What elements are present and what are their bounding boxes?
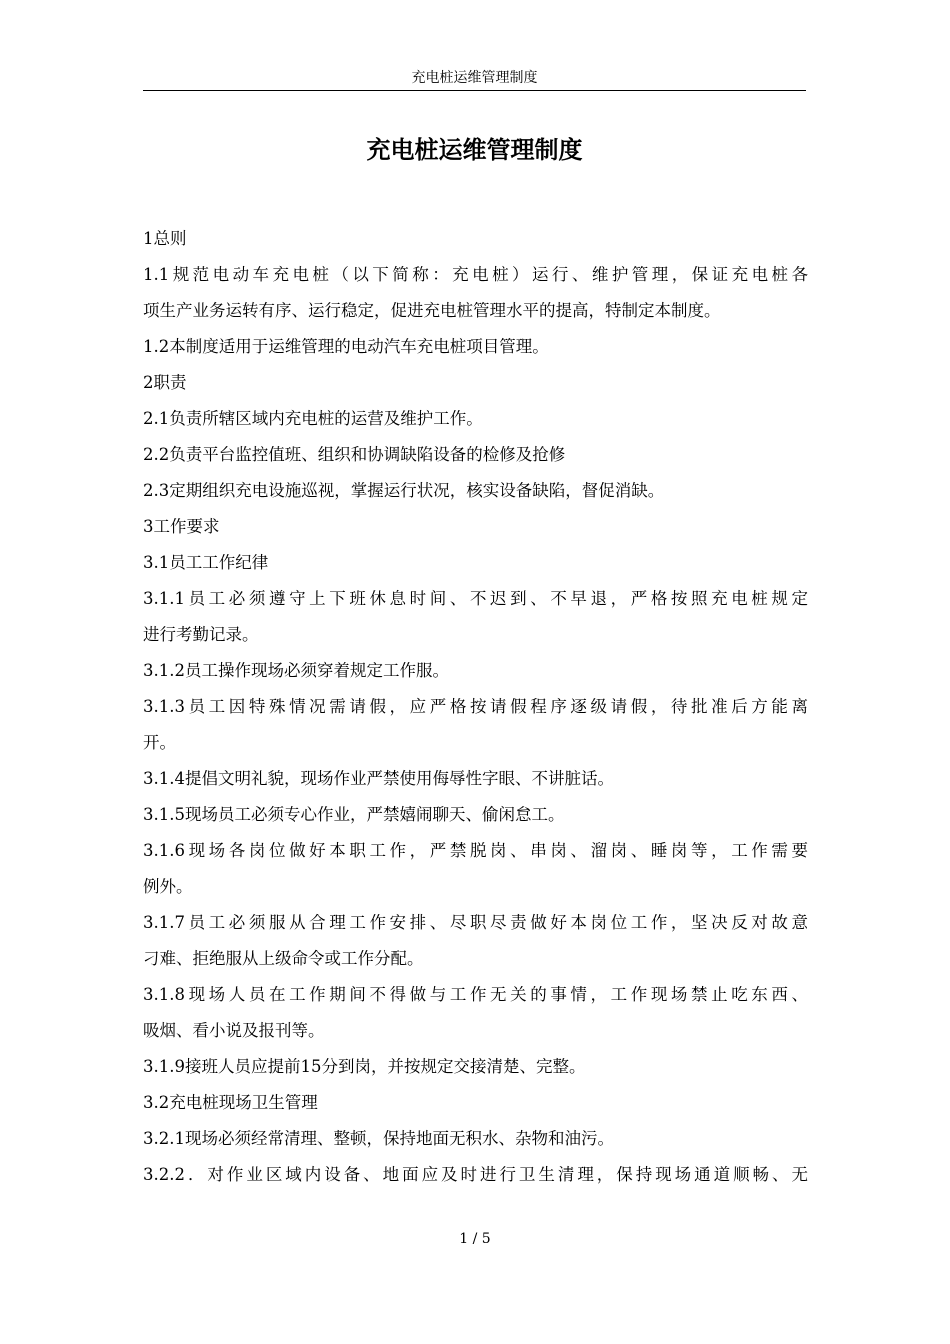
paragraph-line: 3.1.9接班人员应提前15分到岗，并按规定交接清楚、完整。	[143, 1057, 586, 1076]
page-header-text: 充电桩运维管理制度	[411, 70, 538, 86]
section-heading: 1总则	[143, 229, 187, 248]
paragraph-line: 刁难、拒绝服从上级命令或工作分配。	[143, 949, 424, 968]
paragraph-line: 吸烟、看小说及报刊等。	[143, 1021, 325, 1040]
paragraph-line: 3.1.1员工必须遵守上下班休息时间、不迟到、不早退，严格按照充电桩规定	[143, 589, 808, 608]
paragraph-line: 3.1.6现场各岗位做好本职工作，严禁脱岗、串岗、溜岗、睡岗等，工作需要	[143, 841, 808, 860]
section-heading: 3工作要求	[143, 517, 220, 536]
paragraph-line: 开。	[143, 733, 176, 752]
page-number: 1 / 5	[459, 1231, 491, 1247]
paragraph-line: 例外。	[143, 877, 193, 896]
paragraph-line: 3.1.3员工因特殊情况需请假，应严格按请假程序逐级请假，待批准后方能离	[143, 697, 808, 716]
paragraph-line: 3.1.8现场人员在工作期间不得做与工作无关的事情，工作现场禁止吃东西、	[143, 985, 808, 1004]
subsection-heading: 3.2充电桩现场卫生管理	[143, 1093, 318, 1112]
paragraph-line: 2.1负责所辖区域内充电桩的运营及维护工作。	[143, 409, 483, 428]
paragraph-line: 3.1.7员工必须服从合理工作安排、尽职尽责做好本岗位工作，坚决反对故意	[143, 913, 808, 932]
page-header	[143, 68, 806, 91]
subsection-heading: 3.1员工工作纪律	[143, 553, 269, 572]
paragraph-line: 3.1.5现场员工必须专心作业，严禁嬉闹聊天、偷闲怠工。	[143, 805, 565, 824]
page-footer	[0, 1229, 950, 1249]
paragraph-line: 3.2.2．对作业区域内设备、地面应及时进行卫生清理，保持现场通道顺畅、无	[143, 1165, 808, 1184]
paragraph-line: 3.1.4提倡文明礼貌，现场作业严禁使用侮辱性字眼、不讲脏话。	[143, 769, 614, 788]
paragraph-line: 项生产业务运转有序、运行稳定，促进充电桩管理水平的提高，特制定本制度。	[143, 301, 721, 320]
paragraph-line: 2.2负责平台监控值班、组织和协调缺陷设备的检修及抢修	[143, 445, 566, 464]
paragraph-line: 2.3定期组织充电设施巡视，掌握运行状况，核实设备缺陷，督促消缺。	[143, 481, 665, 500]
paragraph-line: 3.2.1现场必须经常清理、整顿，保持地面无积水、杂物和油污。	[143, 1129, 614, 1148]
paragraph-line: 1.1规范电动车充电桩（以下简称：充电桩）运行、维护管理，保证充电桩各	[143, 265, 808, 284]
document-title: 充电桩运维管理制度	[366, 136, 583, 164]
document-body	[143, 221, 808, 1193]
paragraph-line: 1.2本制度适用于运维管理的电动汽车充电桩项目管理。	[143, 337, 549, 356]
paragraph-line: 3.1.2员工操作现场必须穿着规定工作服。	[143, 661, 449, 680]
section-heading: 2职责	[143, 373, 187, 392]
paragraph-line: 进行考勤记录。	[143, 625, 259, 644]
